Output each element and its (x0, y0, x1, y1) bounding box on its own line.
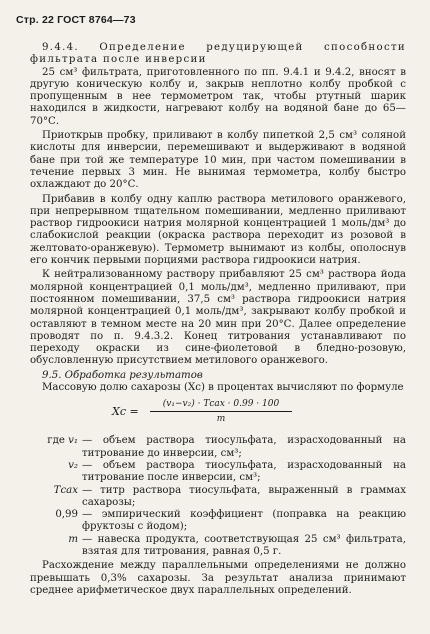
paragraph: 25 см³ фильтрата, приготовленного по пп. 9.4.1 и 9.4.2, вносят в другую коническую колбу и, закрыв неплотно колбу пробкой с пропущенным в нее термометром так, чтобы ртутный шарик находился в жидкости, нагревают колбу на водяной бане до 65—70°С. (30, 66, 406, 127)
paragraph: Прибавив в колбу одну каплю раствора метилового оранжевого, при непрерывном тщательном помешивании, медленно приливают раствор гидроокиси натрия молярной концентрацией 1 моль/дм³ до слабокислой реакции (окраска раствора переходит из розовой в желтовато-оранжевую). Термометр вынимают из колбы, ополоснув его кончик первыми порциями раствора гидроокиси натрия. (30, 193, 406, 267)
definition-text: — объем раствора тиосульфата, израсходованный на титрование до инверсии, см³; (82, 435, 406, 459)
section-heading-9-4-4: 9.4.4. Определение редуцирующей способности фильтрата после инверсии (30, 42, 406, 66)
closing-paragraph: Расхождение между параллельными определениями не должно превышать 0,3% сахарозы. За результат анализа принимают среднее арифметическое двух параллельных определений. (30, 560, 406, 596)
document-body (30, 42, 406, 597)
formula-denominator: m (216, 414, 226, 425)
section-heading-9-5: 9.5. Обработка результатов (42, 369, 203, 381)
definition-row (30, 509, 406, 534)
where-label: где (47, 435, 65, 447)
formula (30, 397, 406, 431)
definition-row (30, 460, 406, 485)
definition-symbol: v₂ (68, 459, 78, 471)
paragraph: К нейтрализованному раствору прибавляют 25 см³ раствора йода молярной концентрацией 0,1 моль/дм³, медленно приливают, при постоянном помешивании, 37,5 см³ раствора гидроокиси натрия молярной концентрацией 0,1 моль/дм³, закрывают колбу пробкой и оставляют в темном месте на 20 мин при 20°С. Далее определение проводят по п. 9.4.3.2. Конец титрования устанавливают по переходу окраски из сине-фиолетовой в бледно-розовую, обусловленную присутствием метилового оранжевого. (30, 269, 406, 367)
definition-text: — эмпирический коэффициент (поправка на реакцию фруктозы с йодом); (82, 509, 406, 533)
paragraph: Приоткрыв пробку, приливают в колбу пипеткой 2,5 см³ соляной кислоты для инверсии, перемешивают и выдерживают в водяной бане при той же температуре 10 мин, при частом помешивании в течение первых 3 мин. Не вынимая термометра, колбу быстро охлаждают до 20°С. (30, 130, 406, 191)
formula-intro: Массовую долю сахарозы (Xс) в процентах вычисляют по формуле (42, 382, 404, 394)
definition-text: — навеска продукта, соответствующая 25 см³ фильтрата, взятая для титрования, равная 0,5 г. (82, 533, 406, 557)
definition-text: — объем раствора тиосульфата, израсходованный на титрование после инверсии, см³; (82, 459, 406, 484)
definition-symbol: m (68, 533, 78, 545)
formula-lhs: Xс = (112, 405, 139, 419)
definition-row (30, 435, 406, 460)
definition-row (30, 534, 406, 559)
definition-text: — титр раствора тиосульфата, выраженный в граммах сахарозы; (82, 484, 406, 508)
formula-numerator: (v₁−v₂) · Tсах · 0.99 · 100 (162, 399, 280, 410)
definition-symbol: Tсах (53, 484, 78, 496)
definition-symbol: 0,99 (55, 509, 78, 521)
fraction-bar (150, 411, 292, 412)
definition-row (30, 485, 406, 510)
page-header: Стр. 22 ГОСТ 8764—73 (16, 14, 136, 26)
definition-symbol: где v₁ (47, 435, 78, 447)
